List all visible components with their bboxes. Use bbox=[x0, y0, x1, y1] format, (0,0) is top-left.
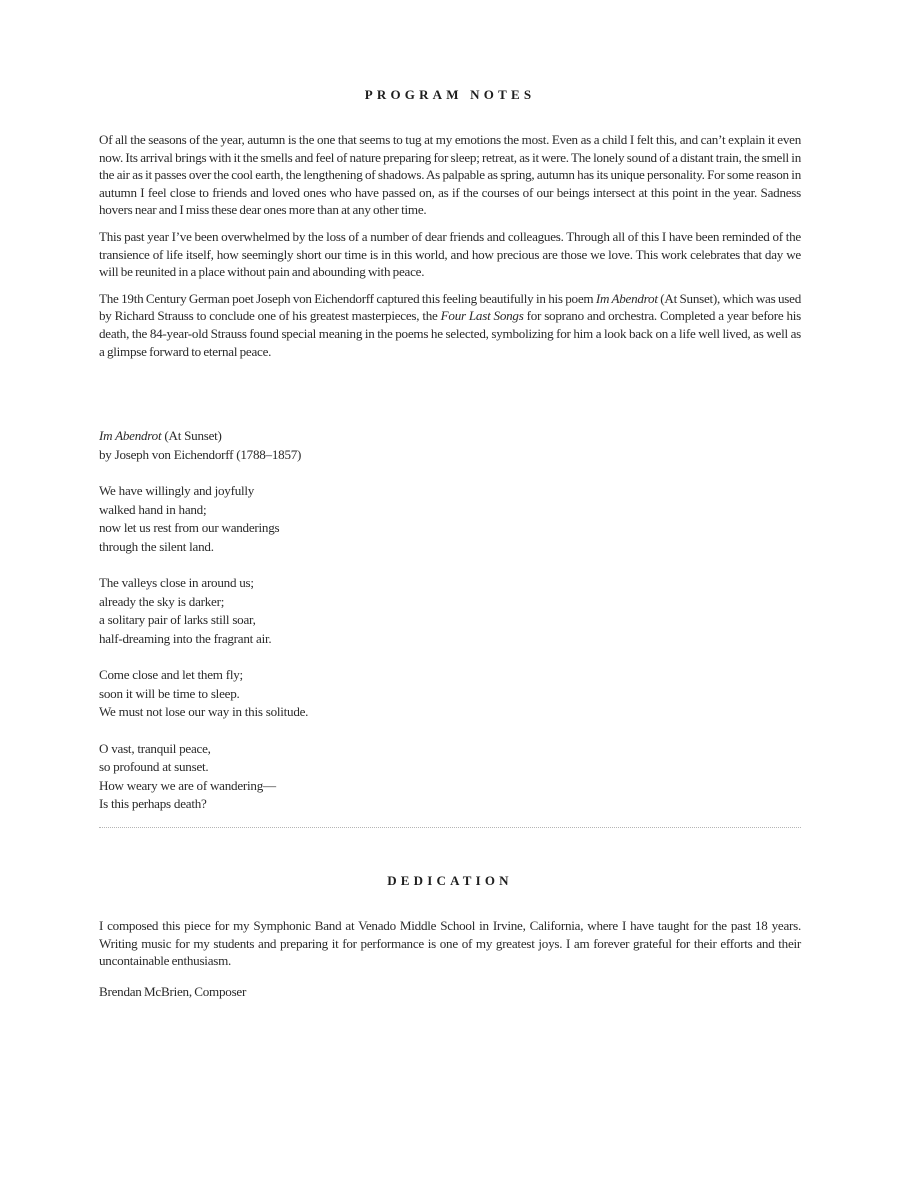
program-notes-body bbox=[99, 131, 801, 369]
poem-title-reference: Im Abendrot bbox=[595, 290, 658, 306]
poem-line: walked hand in hand; bbox=[99, 501, 207, 517]
poem-line: so profound at sunset. bbox=[99, 759, 209, 774]
program-notes-paragraph-2: This past year I’ve been overwhelmed by the loss of a number of dear friends and colleagues. Through all of this I have been reminded of the transience of life itself, how seemingly short our time is in this world, and how precious are those we love. This work celebrates that day we will be reunited in a place without pain and abounding with peace. bbox=[99, 228, 801, 280]
program-notes-paragraph-3 bbox=[99, 290, 801, 360]
four-last-songs-reference: Four Last Songs bbox=[440, 308, 524, 324]
program-notes-heading: PROGRAM NOTES bbox=[364, 87, 536, 102]
poem-line: half-dreaming into the fragrant air. bbox=[99, 630, 272, 646]
poem-line: now let us rest from our wanderings bbox=[99, 520, 280, 535]
poem-line: Is this perhaps death? bbox=[99, 796, 207, 811]
poem-title: Im Abendrot bbox=[99, 428, 162, 443]
poem-title-line bbox=[99, 427, 599, 446]
poem-line: O vast, tranquil peace, bbox=[99, 740, 211, 756]
poem-stanza-1 bbox=[99, 482, 599, 556]
section-divider bbox=[99, 827, 801, 828]
poem-line: Come close and let them fly; bbox=[99, 667, 243, 682]
poem-header bbox=[99, 427, 599, 464]
paragraph-3-text-b: (At Sunset), which was used by Richard Strauss to conclude one of his greatest masterpieces, the bbox=[99, 290, 801, 324]
dedication-heading: DEDICATION bbox=[387, 873, 513, 888]
poem bbox=[99, 427, 599, 832]
poem-line: a solitary pair of larks still soar, bbox=[99, 612, 256, 627]
paragraph-3-text-a: The 19th Century German poet Joseph von Eichendorff captured this feeling beautifully in his poem bbox=[99, 290, 596, 306]
dedication-paragraph: I composed this piece for my Symphonic Band at Venado Middle School in Irvine, California, where I have taught for the past 18 years. Writing music for my students and preparing it for performance is one of my greatest joys. I am forever grateful for their efforts and their uncontainable enthusiasm. bbox=[99, 918, 801, 969]
poem-byline: by Joseph von Eichendorff (1788–1857) bbox=[99, 446, 302, 462]
poem-title-translation: (At Sunset) bbox=[161, 428, 222, 443]
poem-line: We have willingly and joyfully bbox=[99, 483, 255, 498]
paragraph-3-text-c: for soprano and orchestra. Completed a year before his death, the 84-year-old Strauss found special meaning in the poems he selected, symbolizing for him a look back on a life well lived, as well as a glimpse forward to eternal peace. bbox=[99, 308, 801, 359]
poem-stanza-4 bbox=[99, 740, 599, 814]
composer-signature: Brendan McBrien, Composer bbox=[99, 983, 247, 999]
poem-line: through the silent land. bbox=[99, 538, 214, 554]
poem-line: How weary we are of wandering— bbox=[99, 777, 276, 793]
poem-stanza-3 bbox=[99, 666, 599, 722]
dedication-body bbox=[99, 917, 801, 1009]
program-notes-paragraph-1: Of all the seasons of the year, autumn is the one that seems to tug at my emotions the most. Even as a child I felt this, and can’t explain it even now. Its arrival brings with it the smells and feel of nature preparing for sleep; retreat, as it were. The lonely sound of a distant train, the smell in the air as it passes over the cool earth, the lengthening of shadows. As palpable as spring, autumn has its unique personality. For some reason in autumn I feel close to friends and loved ones who have passed on, as if the courses of our beings intersect at this point in the year. Sadness hovers near and I miss these dear ones more than at any other time. bbox=[99, 132, 801, 218]
poem-line: We must not lose our way in this solitude. bbox=[99, 704, 309, 719]
poem-stanza-2 bbox=[99, 574, 599, 648]
poem-line: soon it will be time to sleep. bbox=[99, 685, 240, 701]
poem-line: The valleys close in around us; bbox=[99, 575, 254, 590]
poem-line: already the sky is darker; bbox=[99, 593, 225, 609]
